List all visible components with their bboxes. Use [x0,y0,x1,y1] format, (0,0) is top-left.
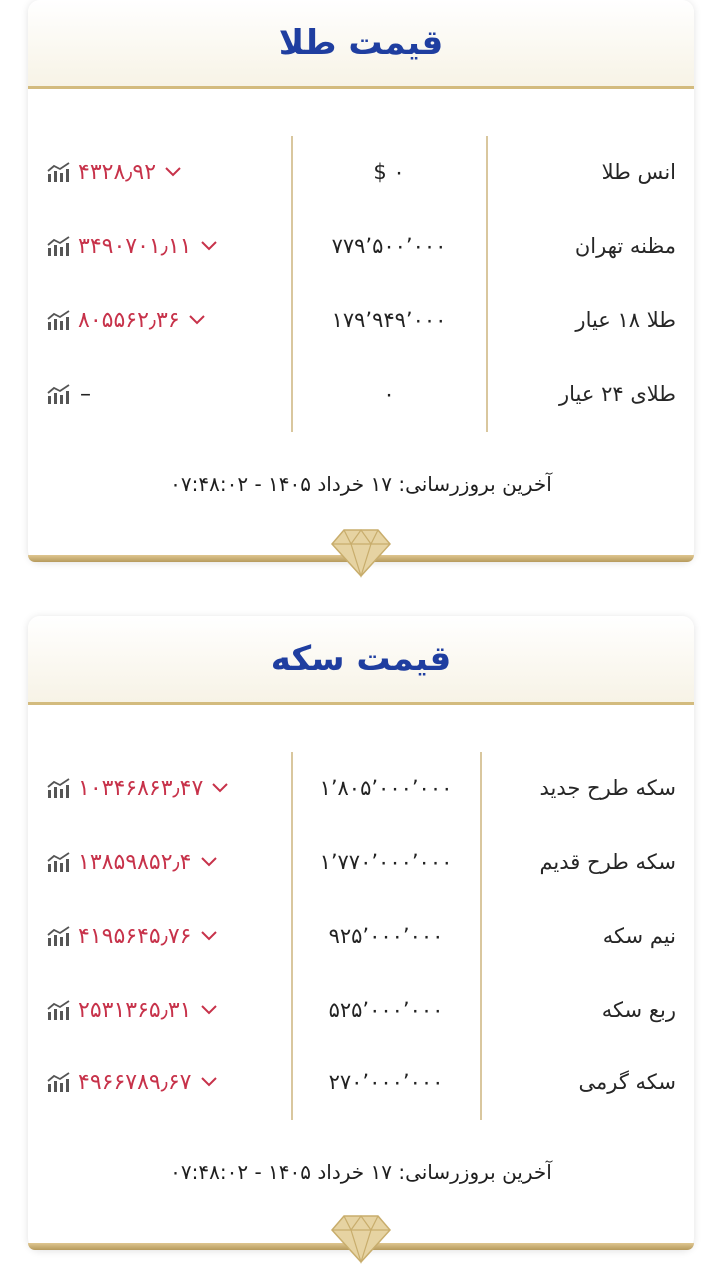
coin-row-old[interactable] [28,842,694,882]
change-cell [46,916,218,956]
item-name: ربع سکه [601,998,676,1022]
item-name: انس طلا [601,160,676,184]
bar-chart-icon[interactable] [46,999,72,1021]
diamond-icon [330,528,392,578]
bar-chart-icon[interactable] [46,777,72,799]
coin-row-half[interactable] [28,916,694,956]
diamond-icon [330,1214,392,1264]
change-cell [46,768,229,808]
change-value: ۱۰۳۴۶۸۶۳٫۴۷ [78,775,204,801]
change-value: ۳۴۹۰۷۰۱٫۱۱ [78,233,192,259]
gold-row-18k[interactable] [28,300,694,340]
gold-card-header [28,0,694,89]
change-cell [46,1062,218,1102]
item-price: ۱٬۷۷۰٬۰۰۰٬۰۰۰ [319,850,453,874]
bar-chart-icon[interactable] [46,1071,72,1093]
last-updated: آخرین بروزرسانی: ۱۷ خرداد ۱۴۰۵ - ۰۷:۴۸:۰۲ [170,472,552,496]
bar-chart-icon[interactable] [46,383,72,405]
chevron-down-icon [200,1076,218,1088]
coin-card-header [28,616,694,705]
change-value: ۸۰۵۵۶۲٫۳۶ [78,307,180,333]
bar-chart-icon[interactable] [46,309,72,331]
gold-card-title: قیمت طلا [278,23,444,63]
chevron-down-icon [164,166,182,178]
bar-chart-icon[interactable] [46,851,72,873]
bar-chart-icon[interactable] [46,235,72,257]
item-price: ۱۷۹٬۹۴۹٬۰۰۰ [331,308,447,332]
item-name: سکه طرح جدید [539,776,676,800]
change-value: ۴۹۶۶۷۸۹٫۶۷ [78,1069,192,1095]
item-price: ۰ $ [373,160,405,184]
item-price: ۱٬۸۰۵٬۰۰۰٬۰۰۰ [319,776,453,800]
bar-chart-icon[interactable] [46,925,72,947]
gold-row-tehran[interactable] [28,226,694,266]
coin-card-title: قیمت سکه [270,639,452,679]
chevron-down-icon [188,314,206,326]
item-name: نیم سکه [602,924,676,948]
bar-chart-icon[interactable] [46,161,72,183]
gold-row-24k[interactable] [28,374,694,414]
item-price: ۲۷۰٬۰۰۰٬۰۰۰ [328,1070,444,1094]
chevron-down-icon [211,782,229,794]
gold-price-card [28,0,694,562]
change-cell [46,300,206,340]
item-name: طلا ۱۸ عیار [575,308,676,332]
change-value: ۲۵۳۱۳۶۵٫۳۱ [78,997,192,1023]
item-price: ۹۲۵٬۰۰۰٬۰۰۰ [328,924,444,948]
coin-row-gram[interactable] [28,1062,694,1102]
item-price: ۷۷۹٬۵۰۰٬۰۰۰ [331,234,447,258]
change-cell [46,374,91,414]
change-cell [46,152,182,192]
item-price: ۵۲۵٬۰۰۰٬۰۰۰ [328,998,444,1022]
gold-row-ounce[interactable] [28,152,694,192]
change-value: ۴۱۹۵۶۴۵٫۷۶ [78,923,192,949]
coin-price-card [28,616,694,1250]
change-value: ۱۳۸۵۹۸۵۲٫۴ [78,849,192,875]
item-price: ۰ [383,382,395,406]
chevron-down-icon [200,930,218,942]
last-updated: آخرین بروزرسانی: ۱۷ خرداد ۱۴۰۵ - ۰۷:۴۸:۰۲ [170,1160,552,1184]
change-value: – [80,381,91,407]
item-name: طلای ۲۴ عیار [558,382,676,406]
coin-row-quarter[interactable] [28,990,694,1030]
coin-row-new[interactable] [28,768,694,808]
change-cell [46,226,218,266]
change-value: ۴۳۲۸٫۹۲ [78,159,157,185]
item-name: مظنه تهران [574,234,676,258]
chevron-down-icon [200,856,218,868]
item-name: سکه گرمی [578,1070,676,1094]
change-cell [46,990,218,1030]
item-name: سکه طرح قدیم [539,850,676,874]
chevron-down-icon [200,240,218,252]
chevron-down-icon [200,1004,218,1016]
change-cell [46,842,218,882]
